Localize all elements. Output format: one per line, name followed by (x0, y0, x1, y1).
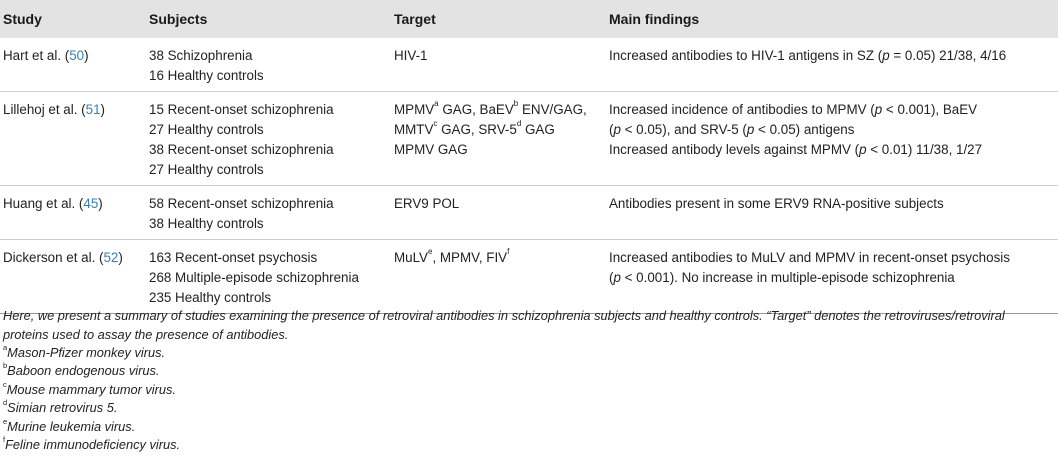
p-symbol: p (882, 48, 890, 63)
target-cell (394, 38, 609, 92)
reference-link[interactable]: 45 (83, 196, 99, 211)
findings-cell (609, 92, 1058, 186)
finding-line (609, 140, 1058, 160)
subject-line: 16 Healthy controls (149, 68, 264, 83)
finding-text: < 0.001), BaEV (882, 102, 978, 117)
p-symbol: p (859, 142, 867, 157)
footnote-text: Mason-Pfizer monkey virus. (7, 345, 166, 360)
header-row (0, 0, 1058, 38)
footnote-mark: a (3, 343, 8, 352)
header-findings: Main findings (609, 0, 1058, 38)
finding-text: Increased antibodies to HIV-1 antigens in SZ ( (609, 48, 883, 63)
study-close: ) (84, 48, 89, 63)
reference-link[interactable]: 51 (85, 102, 101, 117)
finding-text: = 0.05) 21/38, 4/16 (889, 48, 1007, 63)
subject-line: 163 Recent-onset psychosis (149, 250, 318, 265)
p-symbol: p (746, 122, 755, 137)
target-line (394, 100, 609, 120)
study-cell (0, 38, 149, 92)
footnote-mark: f (507, 247, 510, 256)
subject-line: 58 Recent-onset schizophrenia (149, 196, 334, 211)
footnote-mark: c (3, 379, 7, 389)
finding-line (609, 100, 1058, 120)
subjects-cell (149, 240, 394, 314)
target-text: , MPMV, FIV (432, 250, 508, 265)
finding-text: < 0.05) antigens (754, 122, 855, 137)
target-line (394, 248, 609, 268)
finding-line (609, 194, 1058, 214)
subjects-cell (149, 38, 394, 92)
study-cell (0, 186, 149, 240)
footnote-text: Simian retrovirus 5. (7, 400, 118, 416)
subject-line: 38 Healthy controls (149, 216, 264, 231)
subject-line: 27 Healthy controls (149, 122, 264, 137)
target-text: GAG, BaEV (438, 102, 514, 117)
footnote-mark: b (3, 361, 8, 371)
finding-text: ( (609, 270, 614, 285)
subject-line: 15 Recent-onset schizophrenia (149, 102, 334, 117)
subject-line: 38 Recent-onset schizophrenia (149, 142, 334, 157)
p-symbol: p (874, 102, 883, 117)
finding-text: Increased incidence of antibodies to MPMV ( (609, 102, 875, 117)
subjects-cell (149, 92, 394, 186)
target-line (394, 120, 609, 140)
footnote (3, 418, 1053, 436)
subject-line: 268 Multiple-episode schizophrenia (149, 270, 359, 285)
finding-text: < 0.05), and SRV-5 ( (620, 122, 747, 137)
target-line (394, 140, 609, 160)
table-row (0, 186, 1058, 240)
footnote-mark: e (428, 247, 433, 256)
subjects-cell (149, 186, 394, 240)
target-line (394, 46, 609, 66)
reference-link[interactable]: 52 (103, 250, 119, 265)
footnote-mark: f (3, 435, 6, 445)
footnote (3, 399, 1053, 417)
study-author: Hart et al. ( (3, 48, 70, 63)
target-cell (394, 92, 609, 186)
footnote-mark: d (516, 119, 522, 128)
target-text: GAG (521, 122, 555, 137)
footnote-text: Feline immunodeficiency virus. (5, 437, 181, 453)
header-study: Study (0, 0, 149, 38)
target-text: ERV9 POL (394, 196, 460, 211)
target-text: MuLV (394, 250, 428, 265)
study-close: ) (100, 102, 105, 117)
findings-cell (609, 186, 1058, 240)
footnote-text: Baboon endogenous virus. (7, 363, 160, 379)
finding-line (609, 268, 1058, 288)
target-text: GAG, SRV-5 (437, 122, 517, 137)
target-cell (394, 186, 609, 240)
footnote (3, 381, 1053, 399)
finding-text: ( (609, 122, 614, 137)
p-symbol: p (613, 270, 621, 285)
table-summary: Here, we present a summary of studies examining the presence of retroviral antibodies in schizophrenia subjects and healthy controls. “Target” denotes the retroviruses/retroviral proteins used to assay the presence of antibodies. (3, 308, 1005, 342)
study-author: Dickerson et al. ( (3, 250, 104, 265)
finding-line (609, 120, 1058, 140)
study-author: Huang et al. ( (3, 196, 84, 211)
table-notes (3, 307, 1053, 454)
study-close: ) (98, 196, 103, 211)
footnotes (3, 344, 1053, 454)
reference-link[interactable]: 50 (69, 48, 85, 63)
footnote-text: Murine leukemia virus. (7, 418, 136, 434)
p-symbol: p (613, 122, 621, 137)
findings-cell (609, 38, 1058, 92)
finding-line (609, 248, 1058, 268)
footnote-mark: d (3, 398, 8, 408)
footnote-mark: a (434, 99, 439, 108)
footnote-mark: b (513, 99, 519, 108)
target-text: ENV/GAG, (518, 102, 587, 117)
study-author: Lillehoj et al. ( (3, 102, 86, 117)
table-row (0, 240, 1058, 314)
footnote (3, 436, 1053, 454)
finding-text: < 0.01) 11/38, 1/27 (866, 142, 983, 157)
footnote (3, 344, 1053, 362)
target-line (394, 194, 609, 214)
target-text: MPMV (394, 102, 435, 117)
table-row (0, 38, 1058, 92)
header-target: Target (394, 0, 609, 38)
study-cell (0, 92, 149, 186)
footnote (3, 362, 1053, 380)
target-text: MPMV GAG (394, 142, 468, 157)
footnote-text: Mouse mammary tumor virus. (6, 381, 176, 397)
header-subjects: Subjects (149, 0, 394, 38)
finding-line (609, 46, 1058, 66)
footnote-mark: e (3, 416, 8, 426)
subject-line: 235 Healthy controls (149, 290, 272, 305)
findings-cell (609, 240, 1058, 314)
target-text: HIV-1 (394, 48, 428, 63)
footnote-mark: c (433, 119, 438, 128)
finding-text: Antibodies present in some ERV9 RNA-positive subjects (609, 196, 944, 211)
finding-text: < 0.001). No increase in multiple-episode schizophrenia (620, 270, 955, 285)
table-row (0, 92, 1058, 186)
finding-text: Increased antibody levels against MPMV ( (609, 142, 860, 157)
target-text: MMTV (394, 122, 434, 137)
target-cell (394, 240, 609, 314)
subject-line: 27 Healthy controls (149, 162, 264, 177)
study-cell (0, 240, 149, 314)
subject-line: 38 Schizophrenia (149, 48, 253, 63)
study-close: ) (118, 250, 123, 265)
finding-text: Increased antibodies to MuLV and MPMV in recent-onset psychosis (609, 250, 1010, 265)
